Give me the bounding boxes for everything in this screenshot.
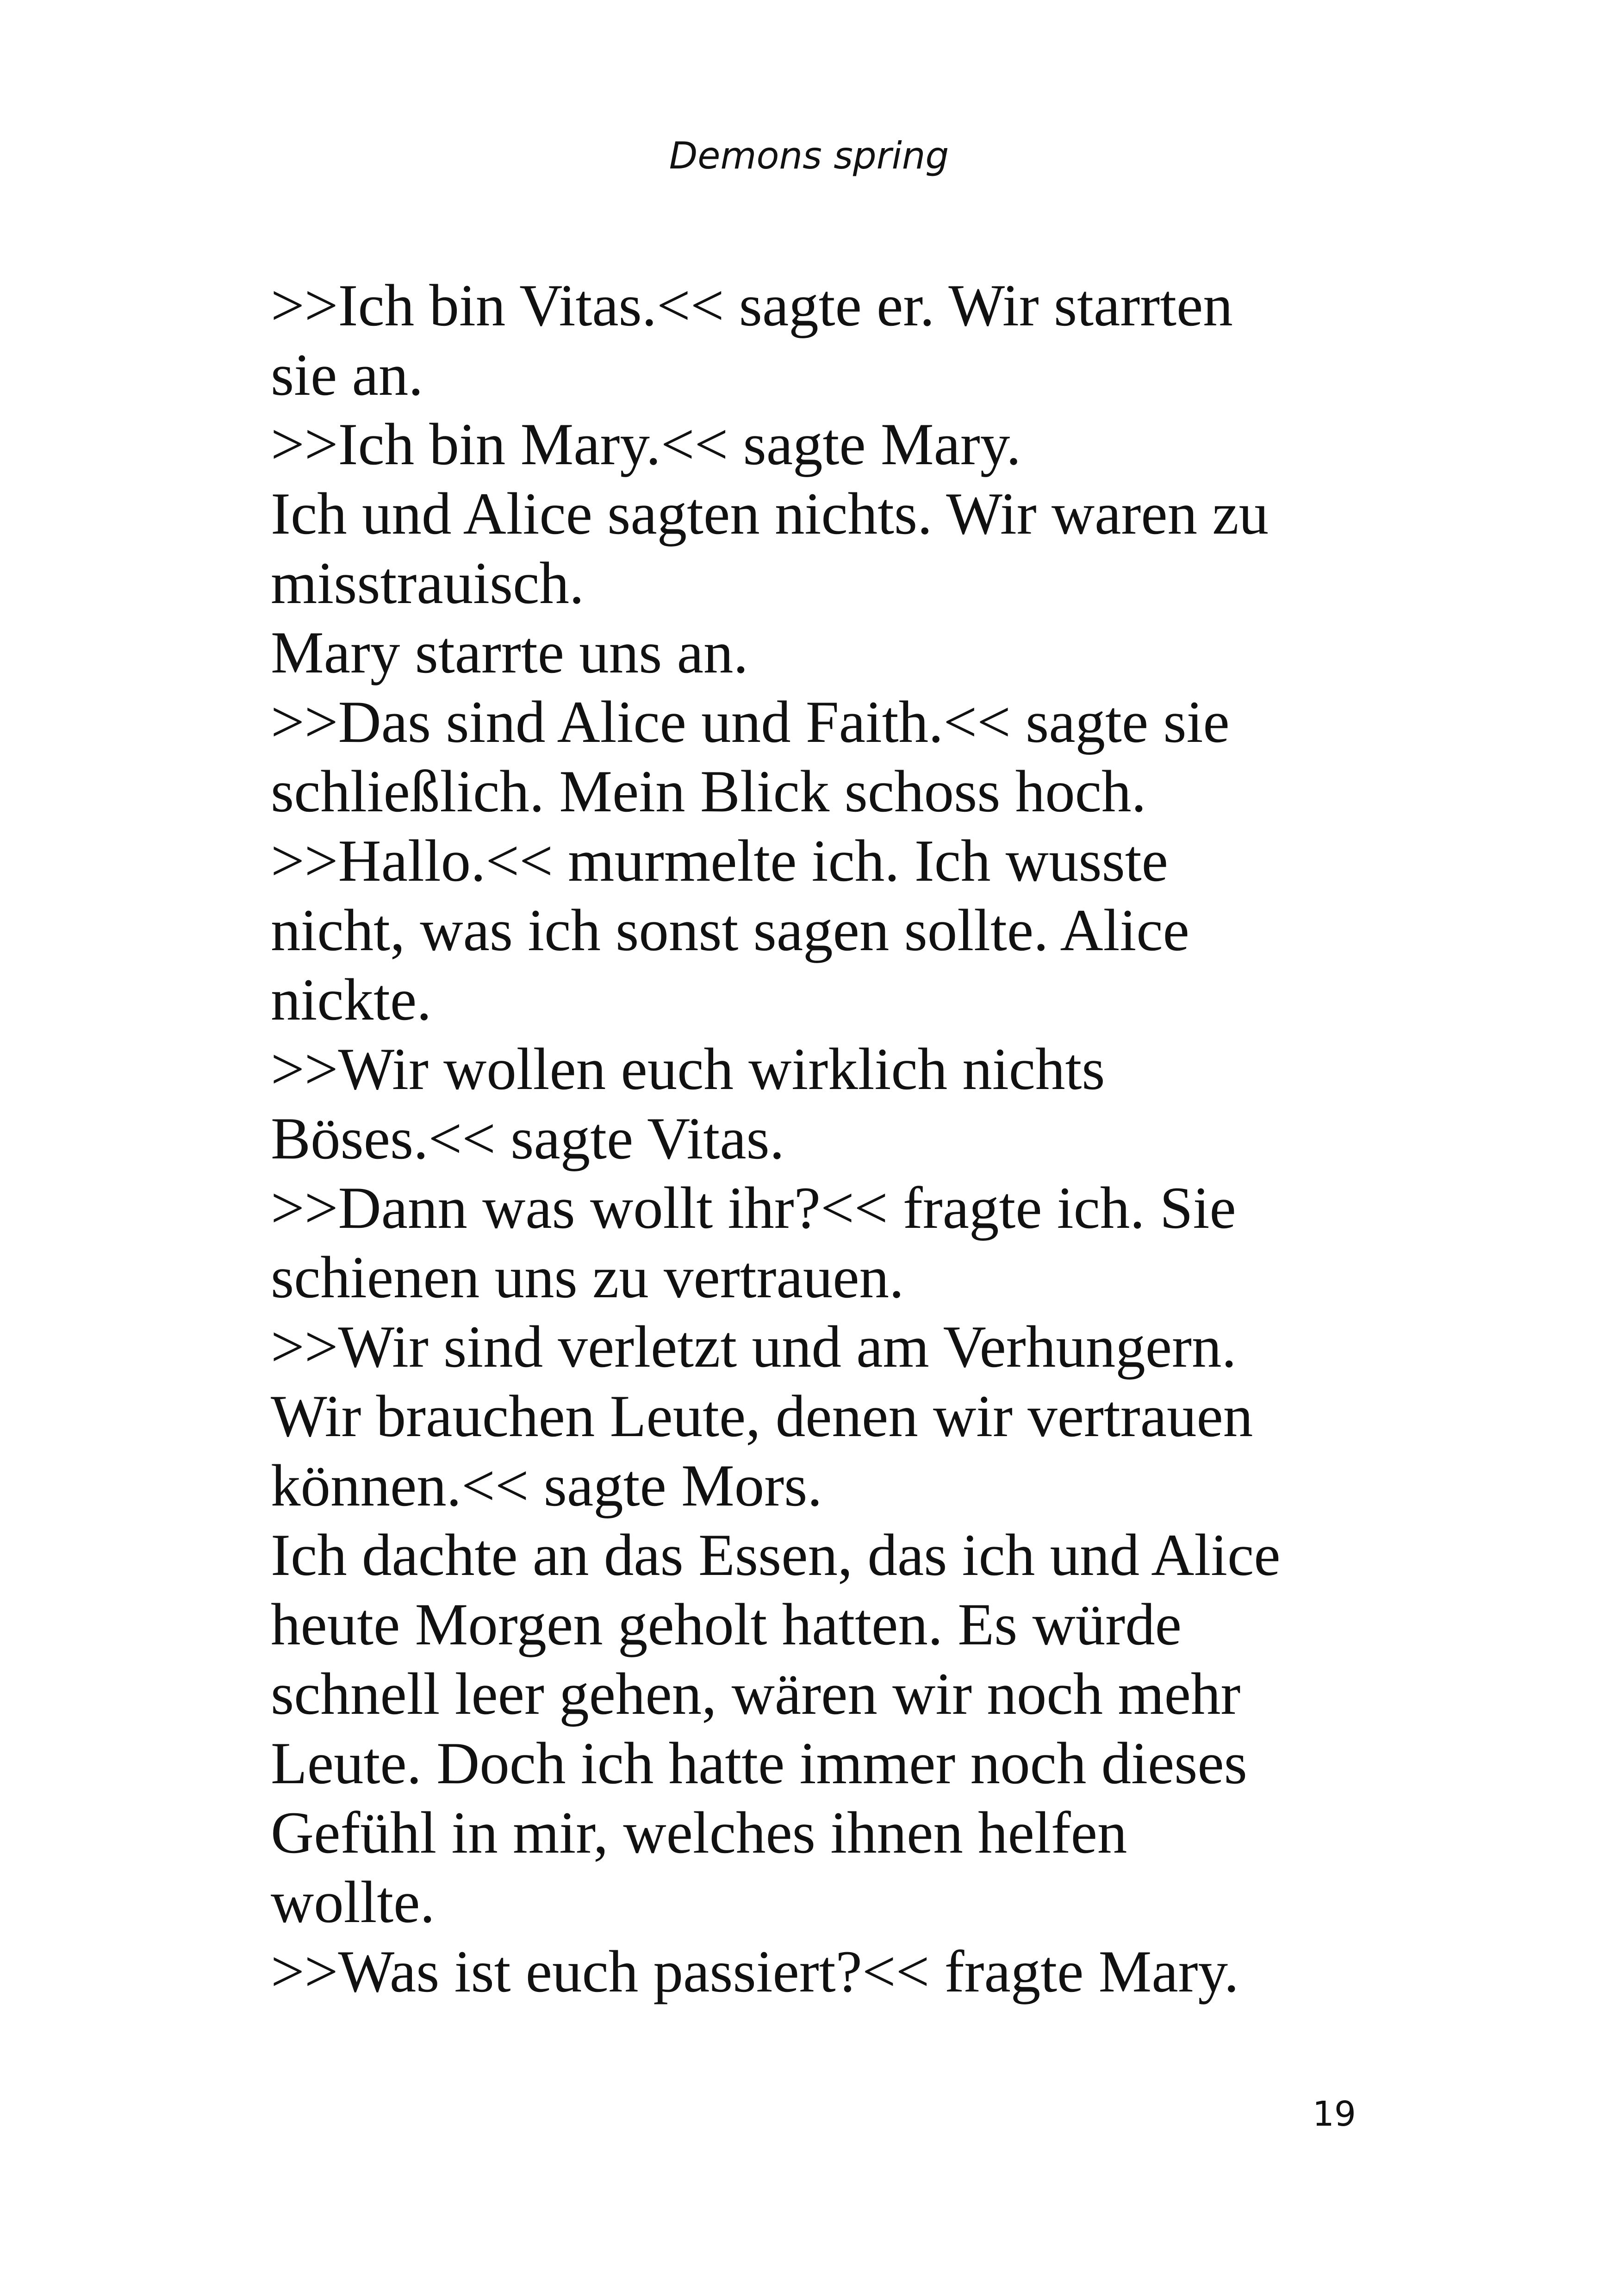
text-line: schnell leer gehen, wären wir noch mehr [271,1661,1241,1727]
text-line: schließlich. Mein Blick schoss hoch. [271,758,1146,824]
text-line: Wir brauchen Leute, denen wir vertrauen [271,1383,1253,1449]
text-line: können.<< sagte Mors. [271,1452,822,1518]
text-line: Gefühl in mir, welches ihnen helfen [271,1799,1127,1866]
text-line: sie an. [271,342,423,408]
text-line: >>Wir wollen euch wirklich nichts [271,1036,1105,1102]
text-line: nickte. [271,966,432,1033]
text-line: Ich und Alice sagten nichts. Wir waren zu [271,480,1269,547]
text-line: nicht, was ich sonst sagen sollte. Alice [271,897,1189,963]
text-line: >>Wir sind verletzt und am Verhungern. [271,1313,1237,1380]
text-line: Mary starrte uns an. [271,619,748,685]
text-line: >>Ich bin Vitas.<< sagte er. Wir starrten [271,272,1233,338]
body-text [271,271,1354,2006]
page-number: 19 [1312,2094,1356,2134]
running-header-title: Demons spring [669,134,949,177]
text-line: heute Morgen geholt hatten. Es würde [271,1591,1182,1657]
text-line: misstrauisch. [271,550,585,616]
text-line: Ich dachte an das Essen, das ich und Alice [271,1522,1281,1588]
text-line: >>Das sind Alice und Faith.<< sagte sie [271,689,1230,755]
text-line: schienen uns zu vertrauen. [271,1244,904,1310]
text-line: >>Hallo.<< murmelte ich. Ich wusste [271,828,1168,894]
text-line: >>Was ist euch passiert?<< fragte Mary. [271,1938,1239,2004]
text-line: Leute. Doch ich hatte immer noch dieses [271,1730,1247,1796]
text-line: >>Dann was wollt ihr?<< fragte ich. Sie [271,1175,1236,1241]
text-line: >>Ich bin Mary.<< sagte Mary. [271,411,1021,477]
text-line: wollte. [271,1869,435,1935]
text-line: Böses.<< sagte Vitas. [271,1105,784,1171]
